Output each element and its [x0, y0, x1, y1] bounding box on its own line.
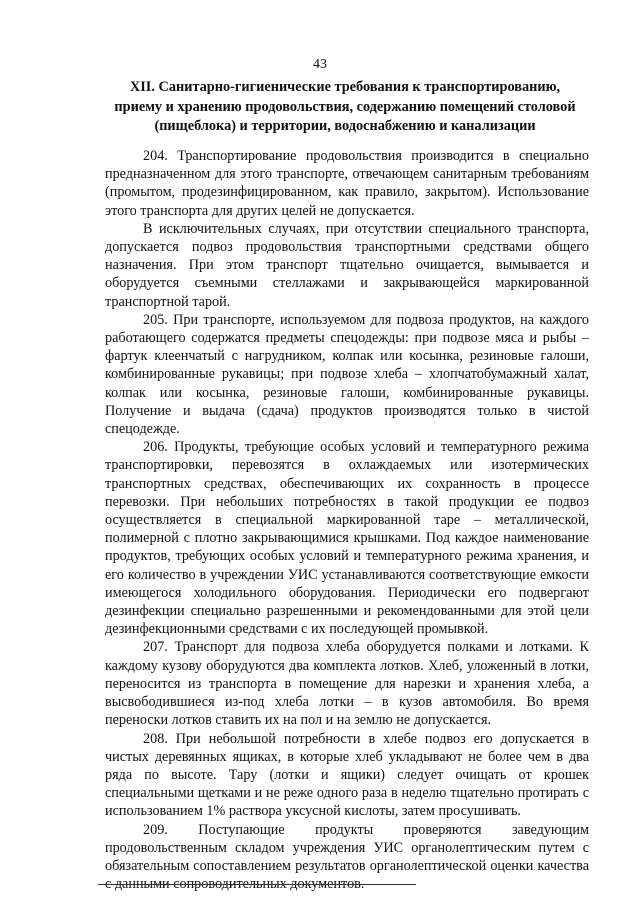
paragraph-204: 204. Транспортирование продовольствия производится в специально предназначенном для этого транспорте, отвечающем санитарным требованиям (промытом, продезинфицированном, как правило, закрытом). Использование этого транспорта для других целей не допускается. — [105, 148, 589, 219]
paragraph-207: 207. Транспорт для подвоза хлеба оборудуется полками и лотками. К каждому кузову оборудуются два комплекта лотков. Хлеб, уложенный в лотки, переносится из транспорта в помещение для нарезки и хранения хлеба, а высвободившиеся из-под хлеба лотки – в кузов автомобиля. Во время переноски лотков ставить их на пол и на землю не допускается. — [105, 639, 589, 729]
section-heading — [110, 78, 580, 137]
document-body — [105, 147, 589, 893]
heading-line: приему и хранению продовольствия, содержанию помещений столовой — [114, 98, 576, 115]
paragraph-209: 209. Поступающие продукты проверяются заведующим продовольственным складом учреждения УИС органолептическим путем с обязательным сопоставлением результатов органолептической оценки качества с данными сопроводительных документов. — [105, 821, 589, 893]
paragraph-204-exception: В исключительных случаях, при отсутствии специального транспорта, допускается подвоз продовольствия транспортными средствами общего назначения. При этом транспорт тщательно очищается, вымывается и оборудуется съемными стеллажами и закрывающейся маркированной транспортной тарой. — [105, 220, 589, 310]
footer-divider — [98, 884, 416, 885]
paragraph-205: 205. При транспорте, используемом для подвоза продуктов, на каждого работающего содержатся предметы спецодежды: при подвозе мяса и рыбы – фартук клеенчатый с нагрудником, колпак или косынка, резиновые галоши, комбинированные рукавицы; при подвозе хлеба – хлопчатобумажный халат, колпак или косынка, резиновые галоши, комбинированные рукавицы. Получение и выдача (сдача) продуктов производятся только в чистой спецодежде. — [105, 311, 589, 438]
paragraph-208: 208. При небольшой потребности в хлебе подвоз его допускается в чистых деревянных ящиках, в которые хлеб укладывают не более чем в два ряда по высоте. Тару (лотки и ящики) следует очищать от крошек специальными щетками и не реже одного раза в неделю тщательно протирать с использованием 1% раствора уксусной кислоты, затем просушивать. — [105, 730, 589, 820]
paragraph-206: 206. Продукты, требующие особых условий и температурного режима транспортировки, перевозятся в охлаждаемых или изотермических транспортных средствах, обеспечивающих их сохранность в процессе перевозки. При небольших потребностях в такой продукции ее подвоз осуществляется в специальной маркированной таре – металлической, полимерной с плотно закрывающимися крышками. Под каждое наименование продуктов, требующих особых условий и температурного режима хранения, и его количество в учреждении УИС устанавливаются соответствующие емкости имеющегося холодильного оборудования. Периодически его подвергают дезинфекции специально разрешенными и рекомендованными для этой цели дезинфекционными средствами с их последующей промывкой. — [105, 439, 589, 638]
heading-line: (пищеблока) и территории, водоснабжению и канализации — [154, 118, 536, 134]
page-number: 43 — [313, 57, 327, 72]
heading-line: XII. Санитарно-гигиенические требования к транспортированию, — [129, 79, 561, 95]
